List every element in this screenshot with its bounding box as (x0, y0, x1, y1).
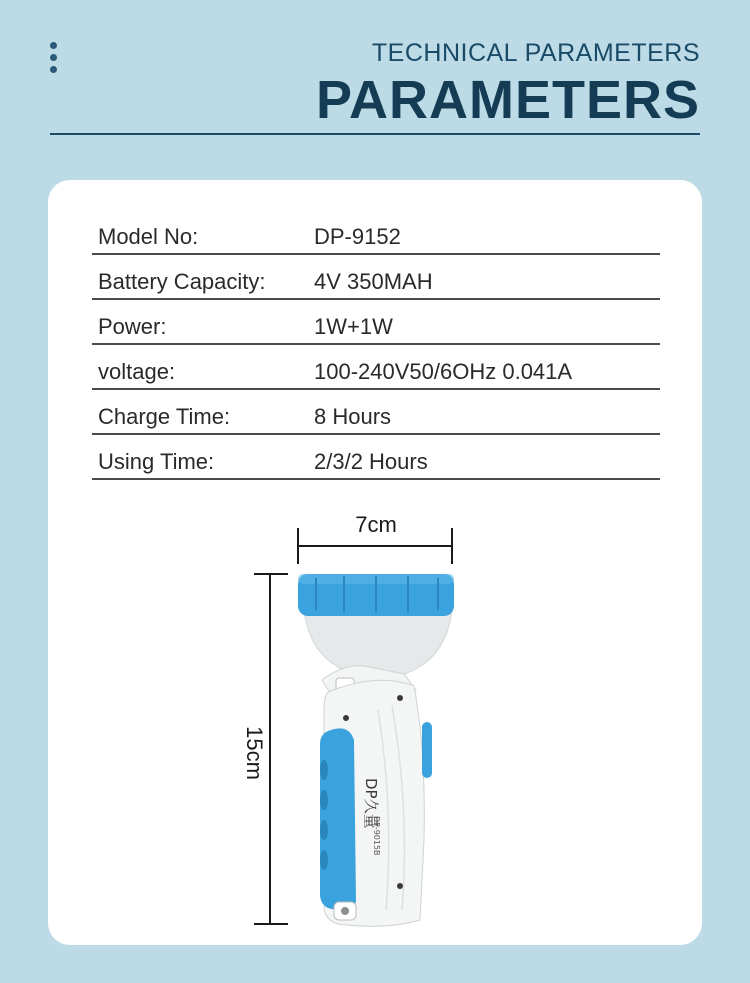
param-row-model (92, 210, 660, 255)
param-label: voltage: (98, 359, 176, 384)
param-value: 4V 350MAH (314, 269, 433, 294)
menu-dots-icon[interactable] (50, 42, 60, 78)
param-label: Power: (98, 314, 167, 339)
param-label: Model No: (98, 224, 199, 249)
param-value: 2/3/2 Hours (314, 449, 428, 474)
param-value: DP-9152 (314, 224, 401, 249)
parameters-table (92, 210, 660, 480)
flashlight-image (48, 510, 702, 940)
param-row-battery (92, 255, 660, 300)
width-dimension-label: 7cm (355, 512, 397, 537)
param-value: 1W+1W (314, 314, 393, 339)
parameters-card (48, 180, 702, 945)
param-label: Battery Capacity: (98, 269, 266, 294)
product-figure (48, 510, 702, 940)
param-row-voltage (92, 345, 660, 390)
brand-logo-text: DP久量 (362, 778, 380, 829)
param-row-charge-time (92, 390, 660, 435)
page-subtitle: TECHNICAL PARAMETERS (371, 39, 700, 67)
param-row-using-time (92, 435, 660, 480)
height-dimension-label: 15cm (242, 726, 267, 780)
param-label: Charge Time: (98, 404, 231, 429)
param-row-power (92, 300, 660, 345)
header-divider (50, 133, 700, 135)
param-value: 100-240V50/6OHz 0.041A (314, 359, 573, 384)
param-value: 8 Hours (314, 404, 392, 429)
page-heading (316, 38, 700, 130)
model-mark-text: DP-9015B (372, 816, 381, 856)
param-label: Using Time: (98, 449, 215, 474)
page-title: PARAMETERS (315, 70, 700, 130)
